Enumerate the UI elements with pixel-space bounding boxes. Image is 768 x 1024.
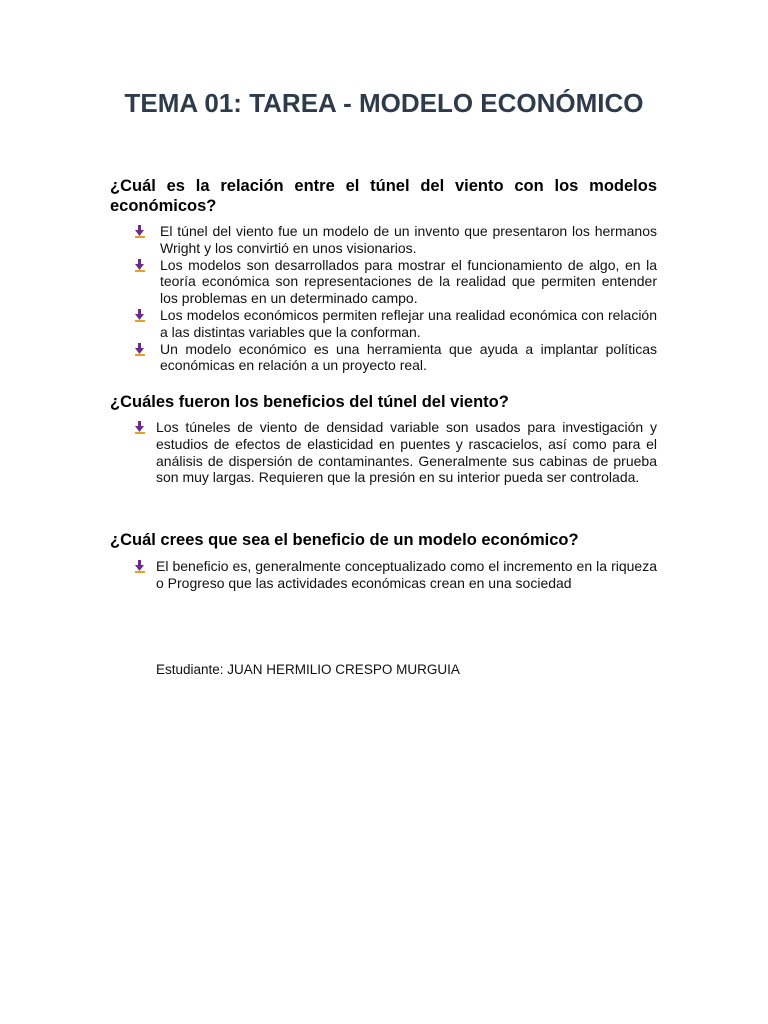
- list-item-text: El túnel del viento fue un modelo de un invento que presentaron los hermanos Wright y los convirtió en unos visionarios.: [160, 223, 657, 256]
- list-item-text: Los modelos son desarrollados para mostrar el funcionamiento de algo, en la teoría económica son representaciones de la realidad que permiten entender los problemas en un determinado campo.: [160, 256, 657, 307]
- question-2: ¿Cuáles fueron los beneficios del túnel del viento?: [110, 393, 509, 411]
- arrow-down-bullet-icon: [134, 225, 146, 238]
- arrow-down-bullet-icon: [134, 309, 146, 322]
- question-1: ¿Cuál es la relación entre el túnel del viento con los modelos económicos?: [110, 177, 657, 215]
- answer-list-2: [134, 419, 657, 486]
- list-item: [134, 341, 657, 375]
- list-item: [134, 419, 657, 486]
- arrow-down-bullet-icon: [134, 560, 146, 573]
- arrow-down-bullet-icon: [134, 259, 146, 272]
- list-item: [134, 223, 657, 257]
- list-item-text: Los modelos económicos permiten reflejar una realidad económica con relación a las distintas variables que la conforman.: [160, 306, 657, 340]
- student-name: Estudiante: JUAN HERMILIO CRESPO MURGUIA: [156, 662, 460, 677]
- arrow-down-bullet-icon: [134, 343, 146, 356]
- list-item: [134, 558, 657, 592]
- answer-list-1: [134, 223, 657, 374]
- list-item: [134, 307, 657, 341]
- list-item-text: El beneficio es, generalmente conceptualizado como el incremento en la riqueza o Progreso que las actividades económicas crean en una sociedad: [156, 558, 657, 591]
- arrow-down-bullet-icon: [134, 421, 146, 434]
- answer-list-3: [134, 558, 657, 592]
- list-item-text: Los túneles de viento de densidad variable son usados para investigación y estudios de efectos de elasticidad en puentes y rascacielos, así como para el análisis de dispersión de contaminantes. Generalmente sus cabinas de prueba son muy largas. Requieren que la presión en su interior pueda ser controlada.: [156, 419, 657, 486]
- list-item: [134, 257, 657, 307]
- list-item-text: Un modelo económico es una herramienta que ayuda a implantar políticas económicas en relación a un proyecto real.: [160, 340, 657, 374]
- question-3: ¿Cuál crees que sea el beneficio de un modelo económico?: [110, 531, 579, 549]
- page-title: TEMA 01: TAREA - MODELO ECONÓMICO: [124, 88, 644, 118]
